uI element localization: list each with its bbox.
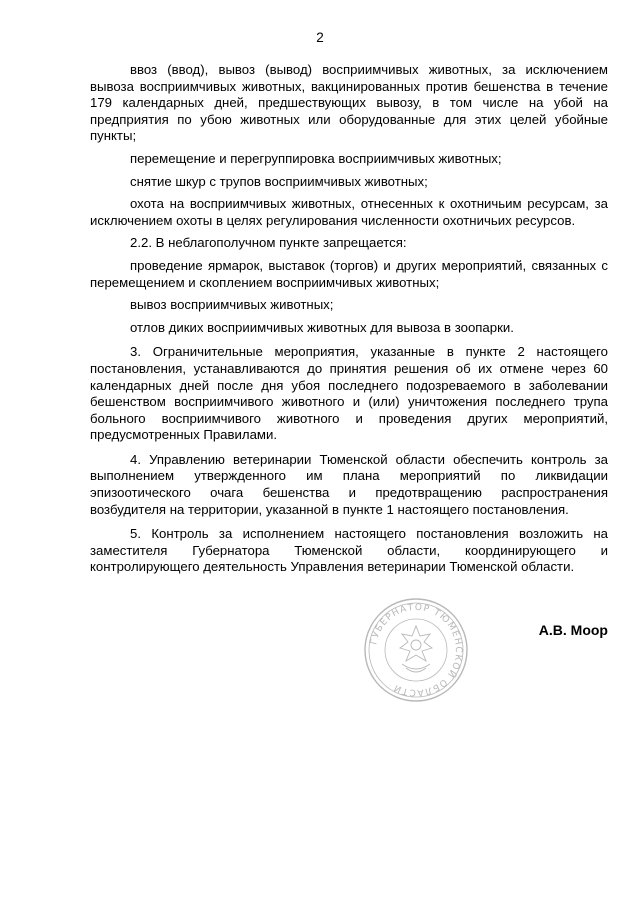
- paragraph-section-3: 3. Ограничительные мероприятия, указанные в пункте 2 настоящего постановления, устанавливаются до принятия решения об их отмене через 60 календарных дней после дня убоя последнего подозреваемого в заболевании бешенством восприимчивого животного и (или) уничтожения последнего трупа больного восприимчивого животного и проведения других мероприятий, предусмотренных Правилами.: [90, 344, 608, 443]
- paragraph-skinning: снятие шкур с трупов восприимчивых животных;: [130, 173, 428, 189]
- paragraph-regrouping: перемещение и перегруппировка восприимчивых животных;: [130, 150, 502, 166]
- seal-image: [362, 596, 470, 704]
- paragraph-import-export: ввоз (ввод), вывоз (вывод) восприимчивых животных, за исключением вывоза восприимчивых животных, вакцинированных против бешенства в течение 179 календарных дней, предшествующих вывозу, в том числе на убой на предприятия по убою животных или оборудованные для этих целей убойные пункты;: [90, 62, 608, 144]
- paragraph-hunting: охота на восприимчивых животных, отнесенных к охотничьим ресурсам, за исключением охоты в целях регулирования численности охотничьих ресурсов.: [90, 196, 608, 228]
- official-seal: [362, 596, 470, 704]
- paragraph-section-5: 5. Контроль за исполнением настоящего постановления возложить на заместителя Губернатора Тюменской области, координирующего и контролирующего деятельность Управления ветеринарии Тюменской области.: [90, 526, 608, 575]
- signatory-name: А.В. Моор: [538, 622, 608, 638]
- page-number: 2: [316, 30, 324, 45]
- paragraph-section-2-2: 2.2. В неблагополучном пункте запрещается:: [130, 235, 407, 251]
- paragraph-animal-export: вывоз восприимчивых животных;: [130, 297, 334, 313]
- paragraph-section-4: 4. Управлению ветеринарии Тюменской области обеспечить контроль за выполнением утвержденного им плана мероприятий по ликвидации эпизоотического очага бешенства и предотвращению распространения возбудителя на территории, указанной в пункте 1 настоящего постановления.: [90, 451, 608, 517]
- document-body: [90, 62, 608, 582]
- svg-text:ГУБЕРНАТОР ТЮМЕНСКОЙ ОБЛАСТИ: ГУБЕРНАТОР ТЮМЕНСКОЙ ОБЛАСТИ: [369, 602, 464, 698]
- paragraph-fairs: проведение ярмарок, выставок (торгов) и других мероприятий, связанных с перемещением и скоплением восприимчивых животных;: [90, 257, 608, 290]
- paragraph-wild-capture: отлов диких восприимчивых животных для вывоза в зоопарки.: [130, 319, 514, 335]
